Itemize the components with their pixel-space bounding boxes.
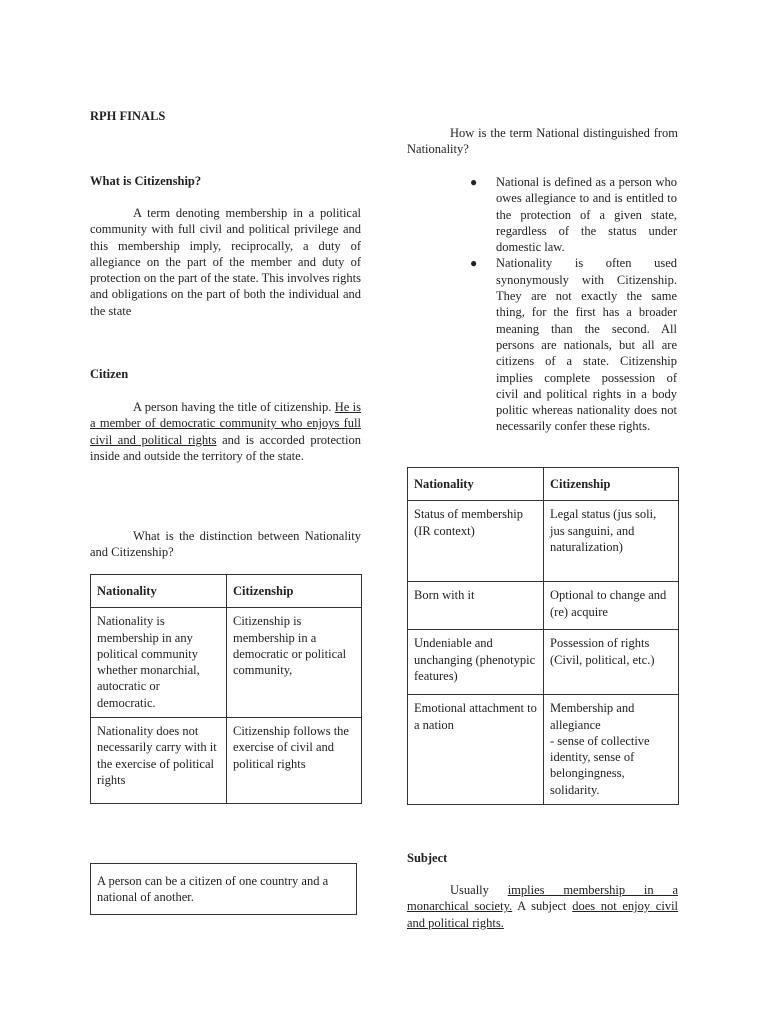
table-row [91,718,362,804]
table-header-nationality: Nationality [91,575,227,608]
list-item-text: National is defined as a person who owes allegiance to and is entitled to the protection of a given state, regardless of the status under domestic law. [496,175,677,255]
national-question: How is the term National distinguished from Nationality? [407,126,678,157]
bullet-icon: ● [470,256,478,271]
subject-definition [407,882,678,931]
bullet-icon: ● [470,175,478,189]
table-row [91,608,362,718]
note-box: A person can be a citizen of one country and a national of another. [90,863,357,915]
table-cell: Born with it [408,582,544,630]
distinction-question: What is the distinction between Nationality and Citizenship? [90,529,361,560]
table-header-citizenship: Citizenship [227,575,362,608]
table-cell: Citizenship is membership in a democratic or political community, [227,608,362,718]
subject-part-3: A subject [517,899,567,914]
table-cell: Undeniable and unchanging (phenotypic features) [408,630,544,695]
table-header-row [408,468,679,501]
table-cell: Nationality does not necessarily carry with it the exercise of political rights [91,718,227,804]
table-cell: Possession of rights (Civil, political, etc.) [544,630,679,695]
bullet-list [470,174,677,435]
citizen-def-part-3: and is accorded protection inside and outside the territory of the state. [90,432,361,463]
table-cell: Legal status (jus soli, jus sanguini, and naturalization) [544,501,679,582]
citizen-definition [90,399,361,464]
table-row [408,582,679,630]
citizenship-definition: A term denoting membership in a political community with full civil and political privilege and this membership imply, reciprocally, a duty of allegiance on the part of the member and duty of protection on the part of the state. This involves rights and obligations on the part of both the individual and the state [90,206,361,318]
subject-heading: Subject [407,851,448,865]
table-row [408,501,679,582]
table-cell: Membership and allegiance - sense of collective identity, sense of belongingness, solidarity. [544,695,679,805]
page-title: RPH FINALS [90,109,166,123]
subject-underlined-1: implies membership in a monarchical society. [407,883,678,914]
subject-part-1: Usually [450,883,489,897]
citizen-heading: Citizen [90,367,129,381]
table-cell: Optional to change and (re) acquire [544,582,679,630]
table-row [408,695,679,805]
list-item [470,174,677,255]
subject-underlined-2: does not enjoy civil and political rights. [407,899,679,930]
table-header-citizenship: Citizenship [544,468,679,501]
citizen-def-part-1: A person having the title of citizenship. [133,400,332,414]
table-header-nationality: Nationality [408,468,544,501]
list-item-text: Nationality is often used synonymously with Citizenship. They are not exactly the same thing, for the first has a broader meaning than the second. All persons are nationals, but all are citizens of a state. Citizenship implies complete possession of civil and political rights in a body politic whereas nationality does not necessarily confer these rights. [496,256,677,434]
table-cell: Emotional attachment to a nation [408,695,544,805]
table-cell: Nationality is membership in any political community whether monarchial, autocratic or democratic. [91,608,227,718]
table-header-row [91,575,362,608]
citizen-def-underlined: He is a member of democratic community who enjoys full civil and political rights [90,400,361,447]
table-cell: Status of membership (IR context) [408,501,544,582]
national-nationality-table [407,467,679,805]
table-cell: Citizenship follows the exercise of civil and political rights [227,718,362,804]
list-item [470,255,677,434]
table-row [408,630,679,695]
citizenship-heading: What is Citizenship? [90,174,202,188]
nationality-citizenship-table [90,574,362,804]
